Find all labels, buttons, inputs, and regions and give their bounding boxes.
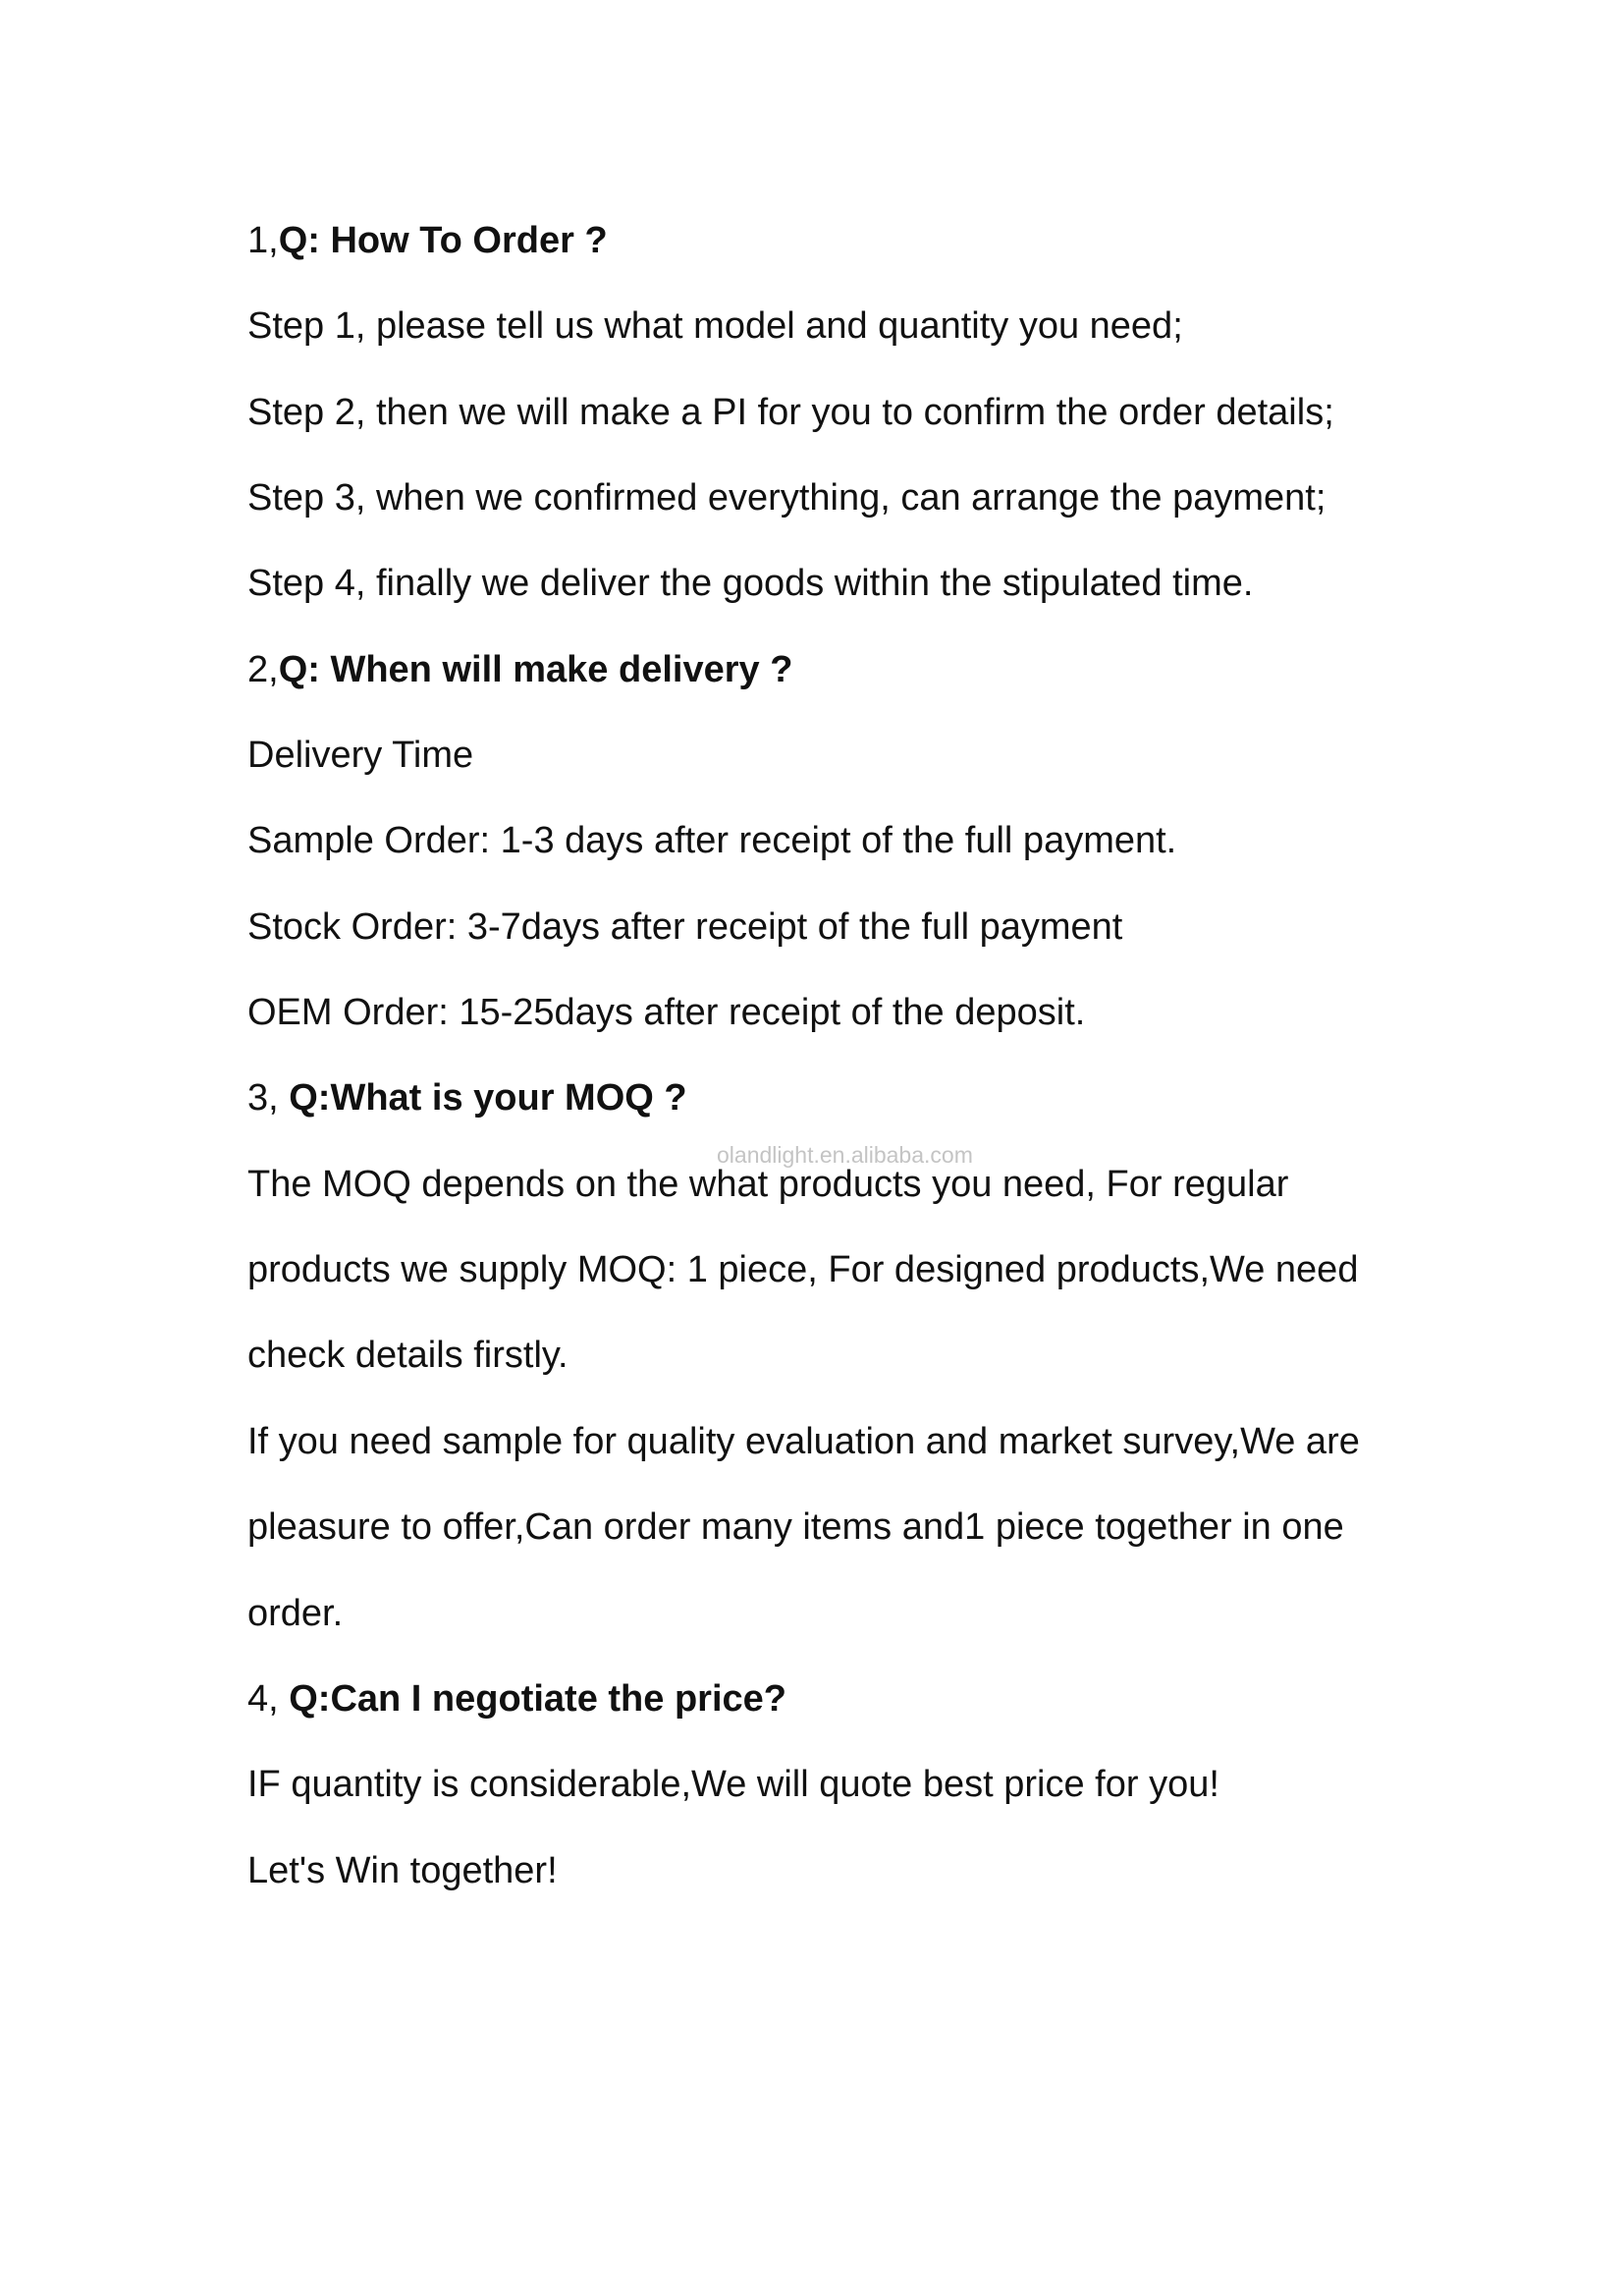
answer-line: Step 3, when we confirmed everything, can arrange the payment; <box>247 477 1326 519</box>
answer-line: check details firstly. <box>247 1335 568 1376</box>
question-number: 2, <box>247 649 279 690</box>
faq-question-1 <box>247 218 1426 263</box>
faq-question-2 <box>247 647 1426 692</box>
answer-line: The MOQ depends on the what products you need, For regular <box>247 1164 1289 1205</box>
answer-line: Step 4, finally we deliver the goods within the stipulated time. <box>247 563 1254 604</box>
faq-question-4 <box>247 1676 1426 1722</box>
answer-line: Stock Order: 3-7days after receipt of the full payment <box>247 906 1123 948</box>
answer-line: order. <box>247 1593 344 1634</box>
answer-line: Step 2, then we will make a PI for you to confirm the order details; <box>247 392 1334 433</box>
faq-question-3 <box>247 1075 1426 1121</box>
answer-line: Sample Order: 1-3 days after receipt of the full payment. <box>247 820 1177 861</box>
answer-line: Step 1, please tell us what model and quantity you need; <box>247 305 1183 347</box>
question-text: Q: When will make delivery ? <box>278 649 793 690</box>
question-number: 4, <box>247 1678 290 1720</box>
answer-line: IF quantity is considerable,We will quote best price for you! <box>247 1764 1219 1805</box>
answer-line: Delivery Time <box>247 735 474 776</box>
question-text: Q:What is your MOQ ? <box>289 1077 687 1119</box>
answer-line: OEM Order: 15-25days after receipt of the deposit. <box>247 992 1086 1033</box>
watermark-text: olandlight.en.alibaba.com <box>717 1142 973 1168</box>
answer-line: pleasure to offer,Can order many items and1 piece together in one <box>247 1506 1344 1548</box>
question-number: 3, <box>247 1077 290 1119</box>
question-text: Q: How To Order ? <box>278 220 608 261</box>
question-number: 1, <box>247 220 279 261</box>
question-text: Q:Can I negotiate the price? <box>289 1678 786 1720</box>
answer-line: If you need sample for quality evaluation and market survey,We are <box>247 1421 1360 1462</box>
answer-line: Let's Win together! <box>247 1850 558 1891</box>
answer-line: products we supply MOQ: 1 piece, For designed products,We need <box>247 1249 1359 1290</box>
